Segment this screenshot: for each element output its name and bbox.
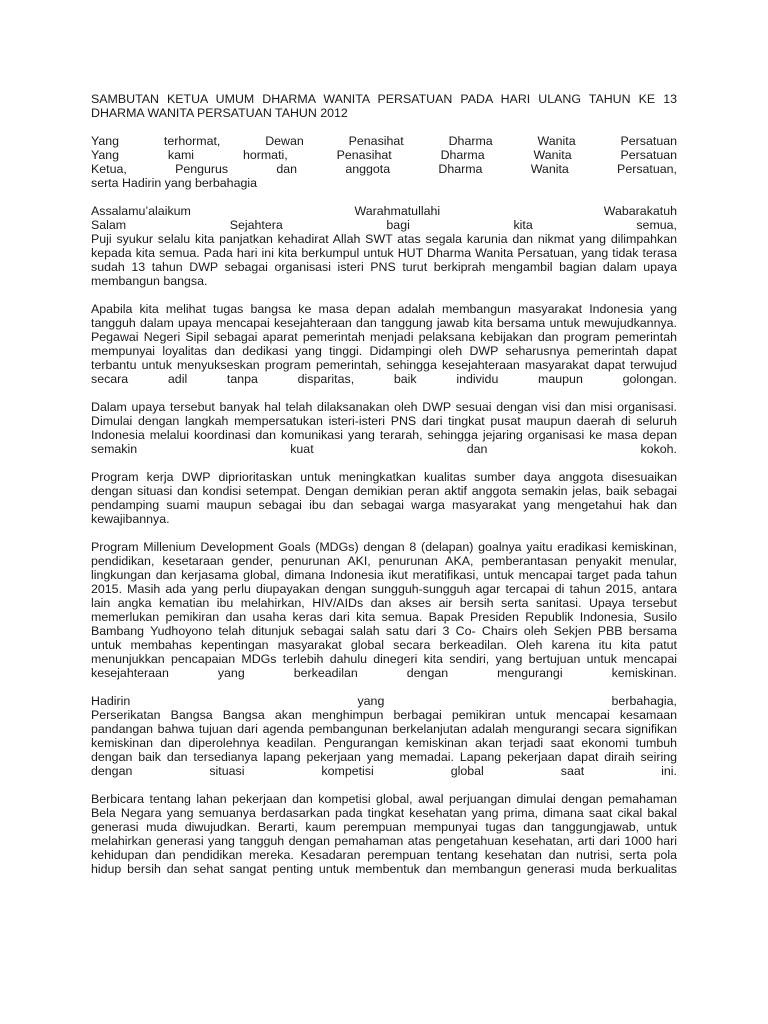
text-line: kehidupan dan pendidikan mereka. Kesadaran perempuan tentang kesehatan dan nutrisi, serta pola bbox=[91, 848, 677, 862]
text-line: kewajibannya. bbox=[91, 512, 170, 526]
text-line: kemiskinan dan diperolehnya keadilan. Pengurangan kemiskinan akan terjadi saat ekonomi tumbuh bbox=[91, 736, 677, 750]
text-line: Berbicara tentang lahan pekerjaan dan kompetisi global, awal perjuangan dimulai dengan pemahaman bbox=[91, 792, 677, 806]
text-line: memerlukan pemikiran dan usaha keras dari kita semua. Bapak Presiden Republik Indonesia, Susilo bbox=[91, 610, 677, 624]
text-line: Apabila kita melihat tugas bangsa ke masa depan adalah membangun masyarakat Indonesia yang bbox=[91, 302, 677, 316]
text-line: Puji syukur selalu kita panjatkan kehadirat Allah SWT atas segala karunia dan nikmat yang dilimpahkan bbox=[91, 232, 677, 246]
text-line: dengan situasi dan kondisi setempat. Dengan demikian peran aktif anggota semakin jelas, baik sebagai bbox=[91, 484, 677, 498]
text-line: kepada kita semua. Pada hari ini kita berkumpul untuk HUT Dharma Wanita Persatuan, yang tidak terasa bbox=[91, 246, 677, 260]
body-paragraph bbox=[91, 470, 677, 526]
text-line: Hadirin yang berbahagia, bbox=[91, 694, 677, 708]
text-line: tangguh dalam upaya mencapai kesejahteraan dan tanggung jawab kita bersama untuk mewujudkannya. bbox=[91, 316, 677, 330]
text-line: untuk membahas kepentingan masyarakat global secara berkeadilan. Oleh karena itu kita patut bbox=[91, 638, 677, 652]
text-line: menunjukkan pencapaian MDGs terlebih dahulu dinegeri kita sendiri, yang bertujuan untuk mencapai bbox=[91, 652, 677, 666]
text-line: Bela Negara yang semuanya berdasarkan pada tingkat kesehatan yang prima, dimana saat cikal bakal bbox=[91, 806, 677, 820]
body-paragraph bbox=[91, 694, 677, 778]
text-line: melahirkan generasi yang tangguh dengan pemahaman atas pengetahuan kesehatan, arti dari 1000 hari bbox=[91, 834, 677, 848]
title-line: SAMBUTAN KETUA UMUM DHARMA WANITA PERSATUAN PADA HARI ULANG TAHUN KE 13 bbox=[91, 92, 677, 106]
body-paragraph bbox=[91, 400, 677, 456]
title-line: DHARMA WANITA PERSATUAN TAHUN 2012 bbox=[91, 106, 348, 120]
text-line: terbantu untuk menyukseskan program pemerintah, sehingga kesejahteraan masyarakat dapat terwujud bbox=[91, 358, 677, 372]
text-line: Ketua, Pengurus dan anggota Dharma Wanita Persatuan, bbox=[91, 162, 677, 176]
text-line: dengan situasi kompetisi global saat ini. bbox=[91, 764, 677, 778]
text-line: sudah 13 tahun DWP sebagai organisasi isteri PNS turut berkiprah mengambil bagian dalam upaya bbox=[91, 260, 677, 274]
text-line: 2015. Masih ada yang perlu diupayakan dengan sungguh-sungguh agar tercapai di tahun 2015, antara bbox=[91, 582, 677, 596]
text-line: Perserikatan Bangsa Bangsa akan menghimpun berbagai pemikiran untuk mencapai kesamaan bbox=[91, 708, 677, 722]
text-line: Yang terhormat, Dewan Penasihat Dharma Wanita Persatuan bbox=[91, 134, 677, 148]
text-line: mempunyai loyalitas dan dedikasi yang tinggi. Didampingi oleh DWP seharusnya pemerintah dapat bbox=[91, 344, 677, 358]
greeting-paragraph bbox=[91, 204, 677, 288]
text-line: Assalamu’alaikum Warahmatullahi Wabarakatuh bbox=[91, 204, 677, 218]
document-title bbox=[91, 92, 677, 120]
text-line: generasi muda diwujudkan. Berarti, kaum perempuan mempunyai tugas dan tanggungjawab, untuk bbox=[91, 820, 677, 834]
text-line: Dimulai dengan langkah mempersatukan isteri-isteri PNS dari tingkat pusat maupun daerah di seluruh bbox=[91, 414, 677, 428]
text-line: dengan baik dan tersedianya lapang pekerjaan yang memadai. Lapang pekerjaan dapat diraih seiring bbox=[91, 750, 677, 764]
body-paragraph bbox=[91, 302, 677, 386]
text-line: serta Hadirin yang berbahagia bbox=[91, 176, 258, 190]
text-line: Salam Sejahtera bagi kita semua, bbox=[91, 218, 677, 232]
salutation-paragraph bbox=[91, 134, 677, 190]
text-line: pandangan bahwa tujuan dari agenda pembangunan berkelanjutan adalah mengurangi secara signifikan bbox=[91, 722, 677, 736]
text-line: kesejahteraan yang berkeadilan dengan mengurangi kemiskinan. bbox=[91, 666, 677, 680]
text-line: pendidikan, kesetaraan gender, penurunan AKI, penurunan AKA, pemberantasan penyakit menular, bbox=[91, 554, 677, 568]
text-line: Indonesia melalui koordinasi dan komunikasi yang terarah, sehingga jejaring organisasi ke masa depan bbox=[91, 428, 677, 442]
text-line: Yang kami hormati, Penasihat Dharma Wanita Persatuan bbox=[91, 148, 677, 162]
text-line: lain angka kematian ibu melahirkan, HIV/AIDs dan akses air bersih serta sanitasi. Upaya tersebut bbox=[91, 596, 677, 610]
document-body bbox=[91, 92, 677, 890]
text-line: hidup bersih dan sehat sangat penting untuk membentuk dan membangun generasi muda berkualitas bbox=[91, 862, 677, 876]
text-line: membangun bangsa. bbox=[91, 274, 208, 288]
text-line: Pegawai Negeri Sipil sebagai aparat pemerintah menjadi pelaksana kebijakan dan program pemerintah bbox=[91, 330, 677, 344]
text-line: Program kerja DWP diprioritaskan untuk meningkatkan kualitas sumber daya anggota disesuaikan bbox=[91, 470, 677, 484]
body-paragraph bbox=[91, 540, 677, 680]
text-line: lingkungan dan kerjasama global, dimana Indonesia ikut meratifikasi, untuk mencapai target pada tahun bbox=[91, 568, 677, 582]
text-line: secara adil tanpa disparitas, baik individu maupun golongan. bbox=[91, 372, 677, 386]
body-paragraph bbox=[91, 792, 677, 876]
text-line: Bambang Yudhoyono telah ditunjuk sebagai salah satu dari 3 Co- Chairs oleh Sekjen PBB bersama bbox=[91, 624, 677, 638]
text-line: pendamping suami maupun sebagai ibu dan sebagai warga masyarakat yang mengetahui hak dan bbox=[91, 498, 677, 512]
text-line: Dalam upaya tersebut banyak hal telah dilaksanakan oleh DWP sesuai dengan visi dan misi organisasi. bbox=[91, 400, 677, 414]
text-line: semakin kuat dan kokoh. bbox=[91, 442, 677, 456]
text-line: Program Millenium Development Goals (MDGs) dengan 8 (delapan) goalnya yaitu eradikasi kemiskinan, bbox=[91, 540, 677, 554]
